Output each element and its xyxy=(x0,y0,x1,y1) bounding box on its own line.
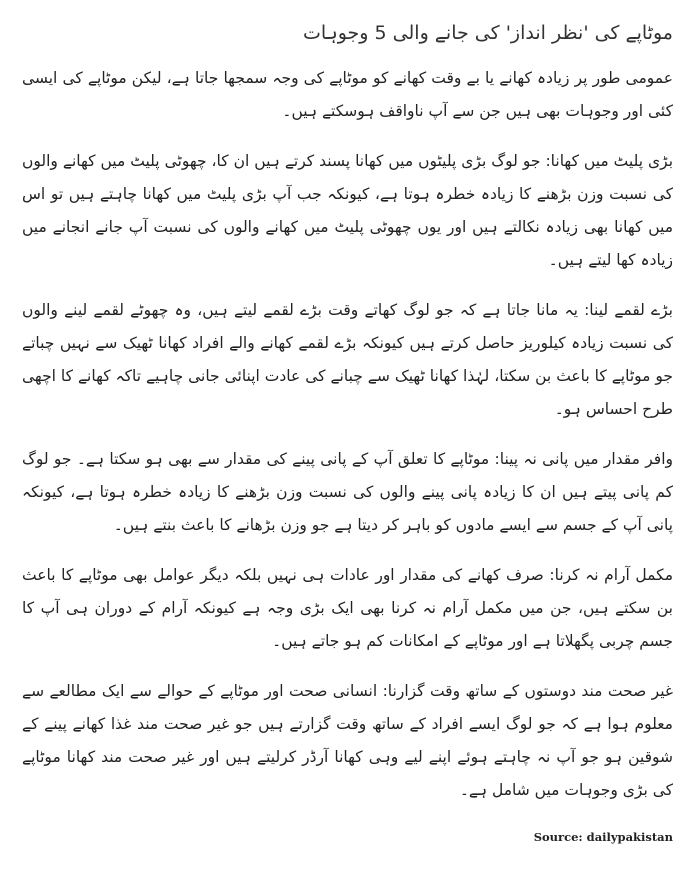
section-text: موٹاپے کا تعلق آپ کے پانی پینے کی مقدار سے بھی ہو سکتا ہے۔ جو لوگ کم پانی پیتے ہیں ان کا زیادہ پانی پینے والوں کی نسبت وزن بڑھنے کا زیادہ خطرہ ہوتا ہے، کیونکہ پانی آپ کے جسم سے ایسے مادوں کو باہر کر دیتا ہے جو وزن بڑھانے کا باعث بنتے ہیں۔ xyxy=(22,450,673,534)
section-heading: بڑے لقمے لینا: xyxy=(584,301,673,319)
section-big-plate xyxy=(22,145,673,277)
section-text: صرف کھانے کی مقدار اور عادات ہی نہیں بلکہ دیگر عوامل بھی موٹاپے کا باعث بن سکتے ہیں، جن میں مکمل آرام نہ کرنا بھی ایک بڑی وجہ ہے کیونکہ آرام کے دوران ہی آپ کا جسم چربی پگھلاتا ہے اور موٹاپے کے امکانات کم ہو جاتے ہیں۔ xyxy=(22,566,673,650)
section-heading: بڑی پلیٹ میں کھانا: xyxy=(545,152,674,170)
source-credit: Source: dailypakistan xyxy=(533,830,673,844)
section-heading: وافر مقدار میں پانی نہ پینا: xyxy=(494,450,673,468)
section-text: جو لوگ بڑی پلیٹوں میں کھانا پسند کرتے ہیں ان کا، چھوٹی پلیٹ میں کھانے والوں کی نسبت وزن بڑھنے کا زیادہ خطرہ ہوتا ہے، کیونکہ جب آپ بڑی پلیٹ میں کھانا چاہتے ہیں تو اس میں کھانا بھی زیادہ نکالتے ہیں اور یوں چھوٹی پلیٹ میں کھانے والوں کی نسبت آپ جانے انجانے میں زیادہ کھا لیتے ہیں۔ xyxy=(22,152,673,269)
article-title: موٹاپے کی 'نظر انداز' کی جانے والی 5 وجوہات xyxy=(302,22,673,44)
section-heading: غیر صحت مند دوستوں کے ساتھ وقت گزارنا: xyxy=(382,682,673,700)
section-rest xyxy=(22,559,673,658)
section-big-bites xyxy=(22,294,673,426)
intro-paragraph: عمومی طور پر زیادہ کھانے یا بے وقت کھانے کو موٹاپے کی وجہ سمجھا جاتا ہے، لیکن موٹاپے کی ایسی کئی اور وجوہات بھی ہیں جن سے آپ ناواقف ہوسکتے ہیں۔ xyxy=(22,69,673,120)
section-heading: مکمل آرام نہ کرنا: xyxy=(549,566,673,584)
section-water xyxy=(22,443,673,542)
section-text: یہ مانا جاتا ہے کہ جو لوگ کھاتے وقت بڑے لقمے لیتے ہیں، وہ چھوٹے لقمے لینے والوں کی نسبت زیادہ کیلوریز حاصل کرتے ہیں کیونکہ بڑے لقمے کھانے والے افراد کھانا ٹھیک سے نہیں چباتے جو موٹاپے کا باعث بن سکتا، لہٰذا کھانا ٹھیک سے چبانے کی عادت اپنائی جانی چاہیے تاکہ کھانے کا اچھی طرح احساس ہو۔ xyxy=(22,301,673,418)
section-text: انسانی صحت اور موٹاپے کے حوالے سے ایک مطالعے سے معلوم ہوا ہے کہ جو لوگ ایسے افراد کے ساتھ وقت گزارتے ہیں جو غیر صحت مند غذا کھانے پینے کے شوقین ہو جو آپ نہ چاہتے ہوئے اپنے لیے وہی کھانا آرڈر کرلیتے ہیں اور غیر صحت مند کھانا موٹاپے کی بڑی وجوہات میں شامل ہے۔ xyxy=(22,682,673,799)
section-friends xyxy=(22,675,673,807)
